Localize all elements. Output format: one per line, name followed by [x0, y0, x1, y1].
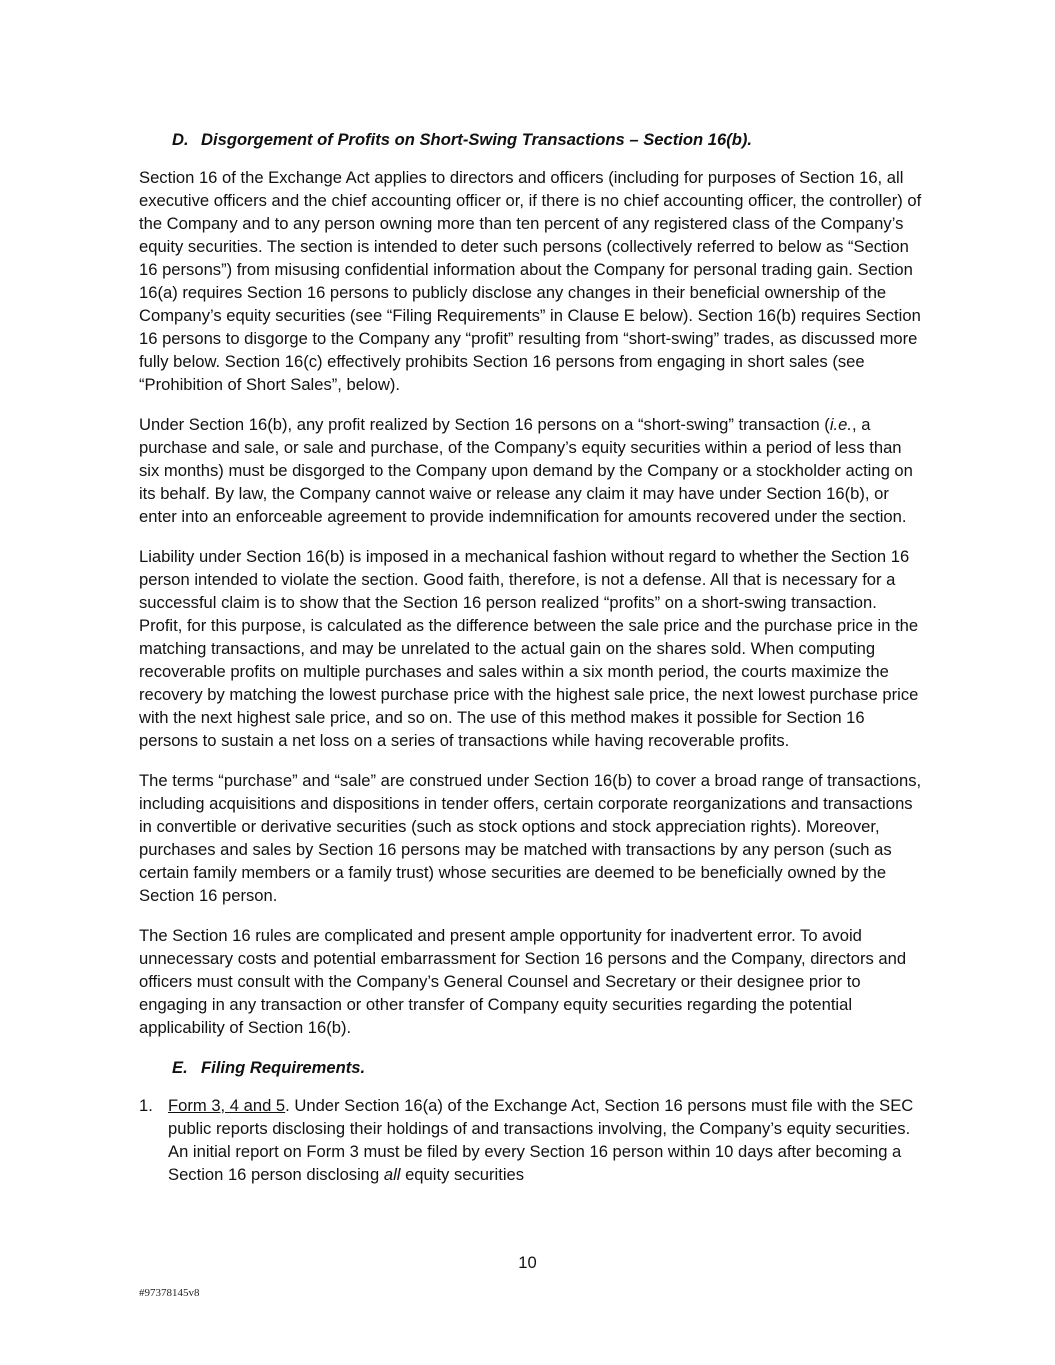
paragraph-section16-overview: Section 16 of the Exchange Act applies to directors and officers (including for purposes of Section 16, all executive officers and the chief accounting officer or, if there is no chief accounting officer, the controller) of the Company and to any person owning more than ten percent of any registered class of the Company’s equity securities. The section is intended to deter such persons (collectively referred to below as “Section 16 persons”) from misusing confidential information about the Company for personal trading gain. Section 16(a) requires Section 16 persons to publicly disclose any changes in their beneficial ownership of the Company’s equity securities (see “Filing Requirements” in Clause E below). Section 16(b) requires Section 16 persons to disgorge to the Company any “profit” resulting from “short-swing” trades, as discussed more fully below. Section 16(c) effectively prohibits Section 16 persons from engaging in short sales (see “Prohibition of Short Sales”, below).: [139, 168, 922, 394]
document-page: [139, 128, 924, 1186]
section-e-heading: [172, 1056, 924, 1079]
forms-text-all: all: [383, 1165, 401, 1184]
section-e-title: Filing Requirements.: [201, 1058, 366, 1077]
paragraph-short-swing-profit: [139, 413, 924, 528]
section-e-letter: E.: [172, 1058, 188, 1077]
forms-text-a: . Under Section 16(a) of the Exchange Act, Section 16 persons must file with the SEC public reports disclosing their holdings of and transactions involving, the Company’s equity securities. An initial report on Form 3 must be filed by every Section 16 person within 10 days after becoming a Section 16 person disclosing: [168, 1096, 914, 1184]
list-item-text: [168, 1094, 924, 1186]
section-d-heading: [172, 128, 924, 151]
section-d-letter: D.: [172, 130, 189, 149]
list-item-forms: [106, 1094, 924, 1186]
page-number: 10: [518, 1253, 537, 1272]
paragraph-consultation: The Section 16 rules are complicated and present ample opportunity for inadvertent error. To avoid unnecessary costs and potential embarrassment for Section 16 persons and the Company, directors and officers must consult with the Company’s General Counsel and Secretary or their designee prior to engaging in any transaction or other transfer of Company equity securities regarding the potential applicability of Section 16(b).: [139, 926, 907, 1037]
forms-text-b: equity securities: [400, 1165, 525, 1184]
p2-prefix: Under Section 16(b), any profit realized by Section 16 persons on a “short-swing” transaction (: [139, 415, 830, 434]
p2-suffix: , a purchase and sale, or sale and purchase, of the Company’s equity securities within a period of less than six months) must be disgorged to the Company upon demand by the Company or a stockholder acting on its behalf. By law, the Company cannot waive or release any claim it may have under Section 16(b), or enter into an enforceable agreement to provide indemnification for amounts recovered under the section.: [139, 415, 913, 526]
forms-heading: Form 3, 4 and 5: [168, 1096, 286, 1115]
list-item-number: 1.: [139, 1096, 153, 1115]
document-id: #97378145v8: [139, 1287, 200, 1299]
paragraph-liability: Liability under Section 16(b) is imposed in a mechanical fashion without regard to whether the Section 16 person intended to violate the section. Good faith, therefore, is not a defense. All that is necessary for a successful claim is to show that the Section 16 person realized “profits” on a short-swing transaction. Profit, for this purpose, is calculated as the difference between the sale price and the purchase price in the matching transactions, and may be unrelated to the actual gain on the shares sold. When computing recoverable profits on multiple purchases and sales within a six month period, the courts maximize the recovery by matching the lowest purchase price with the highest sale price, the next lowest purchase price with the next highest sale price, and so on. The use of this method makes it possible for Section 16 persons to sustain a net loss on a series of transactions while having recoverable profits.: [139, 547, 919, 750]
paragraph-purchase-sale-terms: The terms “purchase” and “sale” are construed under Section 16(b) to cover a broad range of transactions, including acquisitions and dispositions in tender offers, certain corporate reorganizations and transactions in convertible or derivative securities (such as stock options and stock appreciation rights). Moreover, purchases and sales by Section 16 persons may be matched with transactions by any person (such as certain family members or a family trust) whose securities are deemed to be beneficially owned by the Section 16 person.: [139, 771, 922, 905]
p2-ie: i.e.: [829, 415, 852, 434]
section-d-title: Disgorgement of Profits on Short-Swing Transactions – Section 16(b).: [201, 130, 753, 149]
